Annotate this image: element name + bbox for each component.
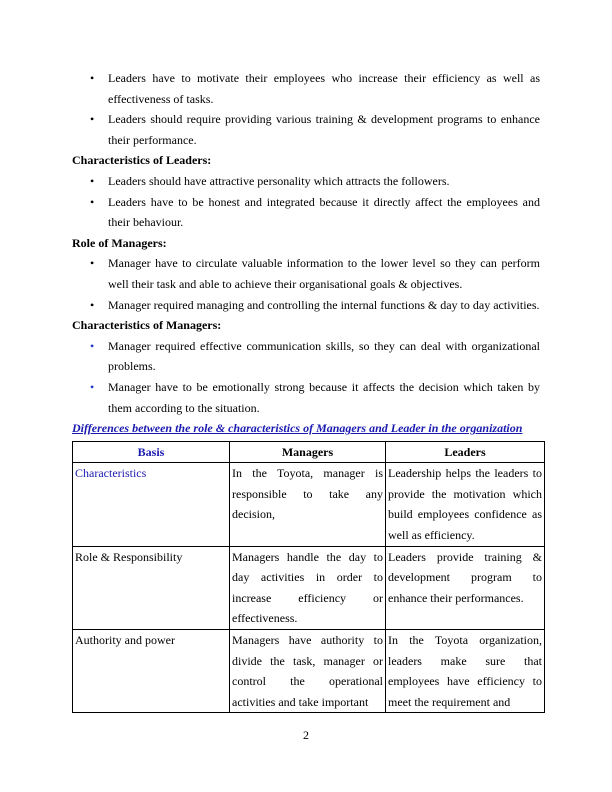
list-item bbox=[72, 109, 540, 150]
column-header-basis: Basis bbox=[73, 441, 230, 463]
table-title: Differences between the role & characteristics of Managers and Leader in the organization bbox=[72, 421, 523, 436]
table-cell-leaders: Leadership helps the leaders to provide the motivation which build employees confidence as well as efficiency. bbox=[386, 463, 545, 546]
list-item bbox=[72, 68, 540, 109]
list-item-text: Leaders have to motivate their employees who increase their efficiency as well as effectiveness of tasks. bbox=[108, 71, 540, 106]
table-header-row bbox=[73, 441, 545, 463]
list-item-text: Manager required managing and controlling the internal functions & day to day activities. bbox=[108, 297, 540, 312]
list-item bbox=[72, 336, 540, 377]
comparison-table bbox=[72, 441, 545, 714]
table-row bbox=[73, 630, 545, 713]
bullet-icon: • bbox=[90, 256, 95, 271]
column-header-managers: Managers bbox=[230, 441, 386, 463]
list-item bbox=[72, 192, 540, 233]
table-cell-managers: In the Toyota, manager is responsible to take any decision, bbox=[230, 463, 386, 546]
table-cell-managers: Managers handle the day to day activities in order to increase efficiency or effectiveness. bbox=[230, 546, 386, 629]
table-cell-leaders: Leaders provide training & development program to enhance their performances. bbox=[386, 546, 545, 629]
list-item-text: Manager have to circulate valuable information to the lower level so they can perform well their task and able to achieve their organisational goals & objectives. bbox=[108, 256, 540, 291]
column-header-leaders: Leaders bbox=[386, 441, 545, 463]
list-item-text: Leaders have to be honest and integrated because it directly affect the employees and their behaviour. bbox=[108, 194, 540, 230]
page-number: 2 bbox=[303, 728, 309, 742]
list-item-text: Manager have to be emotionally strong because it affects the decision which taken by them according to the situation. bbox=[108, 379, 540, 415]
list-item-text: Leaders should require providing various training & development programs to enhance their performance. bbox=[108, 112, 540, 147]
list-item bbox=[72, 295, 540, 316]
list-item bbox=[72, 253, 540, 294]
bullet-icon: • bbox=[90, 194, 95, 209]
table-cell-managers: Managers have authority to divide the task, manager or control the operational activities and take important bbox=[230, 630, 386, 713]
table-cell-basis: Characteristics bbox=[73, 463, 230, 546]
bullet-icon: • bbox=[90, 379, 95, 394]
intro-bullet-list bbox=[72, 68, 540, 150]
bullet-icon: • bbox=[90, 112, 95, 127]
page-content bbox=[72, 68, 540, 713]
bullet-icon: • bbox=[90, 338, 95, 353]
table-cell-leaders: In the Toyota organization, leaders make sure that employees have efficiency to meet the requirement and bbox=[386, 630, 545, 713]
bullet-icon: • bbox=[90, 71, 95, 85]
table-cell-basis: Authority and power bbox=[73, 630, 230, 713]
list-item-text: Manager required effective communication skills, so they can deal with organizational problems. bbox=[108, 338, 540, 374]
bullet-icon: • bbox=[90, 297, 95, 312]
table-cell-basis: Role & Responsibility bbox=[73, 546, 230, 629]
bullet-icon: • bbox=[90, 173, 95, 188]
table-row bbox=[73, 546, 545, 629]
list-item bbox=[72, 171, 540, 192]
list-item bbox=[72, 377, 540, 418]
role-of-managers-list bbox=[72, 253, 540, 315]
list-item-text: Leaders should have attractive personality which attracts the followers. bbox=[108, 173, 450, 188]
characteristics-of-managers-list bbox=[72, 336, 540, 418]
section-heading-role-of-managers: Role of Managers: bbox=[72, 235, 167, 250]
section-heading-characteristics-of-leaders: Characteristics of Leaders: bbox=[72, 153, 212, 168]
characteristics-of-leaders-list bbox=[72, 171, 540, 233]
table-row bbox=[73, 463, 545, 546]
section-heading-characteristics-of-managers: Characteristics of Managers: bbox=[72, 318, 222, 333]
